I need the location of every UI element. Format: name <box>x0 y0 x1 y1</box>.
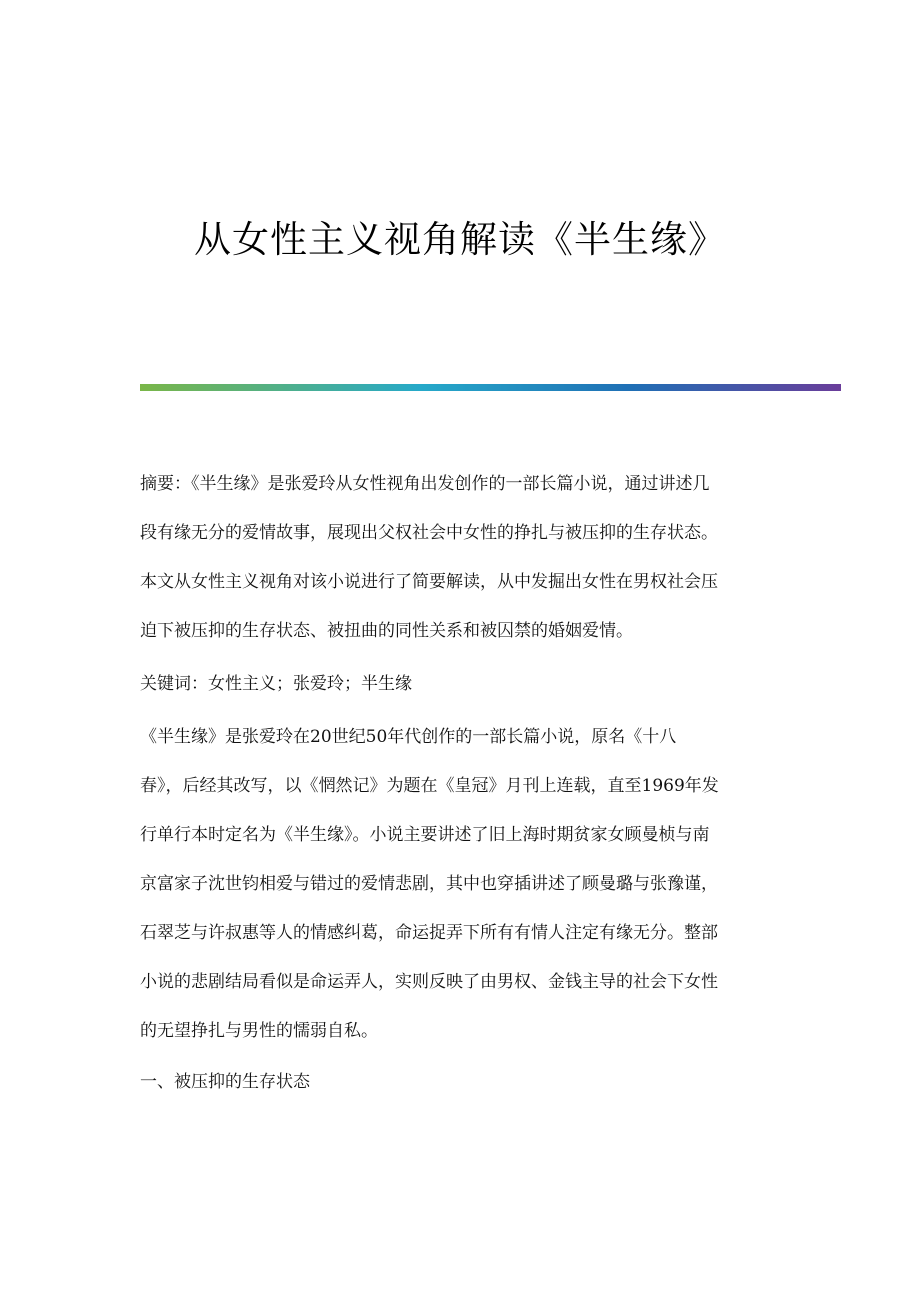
intro-line: 小说的悲剧结局看似是命运弄人，实则反映了由男权、金钱主导的社会下女性 <box>140 972 718 992</box>
abstract-line: 摘要：《半生缘》是张爱玲从女性视角出发创作的一部长篇小说，通过讲述几 <box>140 474 710 494</box>
abstract <box>140 460 780 656</box>
section-heading-block <box>140 1058 780 1107</box>
keywords-paragraph <box>140 660 780 709</box>
intro-line: 石翠芝与许叔惠等人的情感纠葛，命运捉弄下所有有情人注定有缘无分。整部 <box>140 923 718 943</box>
abstract-line: 本文从女性主义视角对该小说进行了简要解读，从中发掘出女性在男权社会压 <box>140 572 718 592</box>
section-heading: 一、被压抑的生存状态 <box>140 1072 310 1092</box>
intro-paragraph <box>140 713 780 1056</box>
intro-line: 的无望挣扎与男性的懦弱自私。 <box>140 1021 378 1041</box>
gradient-divider <box>140 384 841 391</box>
document-title: 从女性主义视角解读《半生缘》 <box>194 218 726 261</box>
intro-line: 行单行本时定名为《半生缘》。小说主要讲述了旧上海时期贫家女顾曼桢与南 <box>140 825 710 845</box>
abstract-line: 迫下被压抑的生存状态、被扭曲的同性关系和被囚禁的婚姻爱情。 <box>140 621 633 641</box>
intro-line: 春》，后经其改写，以《惘然记》为题在《皇冠》月刊上连载，直至1969年发 <box>140 776 719 796</box>
abstract-line: 段有缘无分的爱情故事，展现出父权社会中女性的挣扎与被压抑的生存状态。 <box>140 523 718 543</box>
intro-line: 《半生缘》是张爱玲在20世纪50年代创作的一部长篇小说，原名《十八 <box>140 727 677 747</box>
intro-line: 京富家子沈世钧相爱与错过的爱情悲剧，其中也穿插讲述了顾曼璐与张豫谨， <box>140 874 718 894</box>
keywords: 关键词：女性主义；张爱玲；半生缘 <box>140 674 412 694</box>
